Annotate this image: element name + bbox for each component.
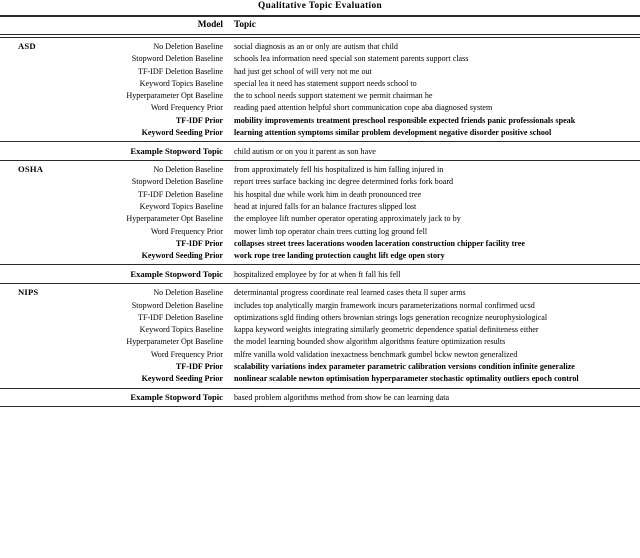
example-stopword-row xyxy=(0,142,640,160)
dataset-label-blank xyxy=(0,389,62,407)
topic-text: social diagnosis as an or only are autism that child xyxy=(234,42,398,52)
table-row xyxy=(0,311,640,323)
table-row xyxy=(0,126,640,141)
header-model: Model xyxy=(197,19,223,30)
header-topic: Topic xyxy=(234,19,256,30)
dataset-label xyxy=(0,324,62,336)
example-stopword-label: Example Stopword Topic xyxy=(130,391,223,402)
topic-text: the to school needs support statement we permit chairman he xyxy=(234,91,433,101)
table-row xyxy=(0,77,640,89)
table-row xyxy=(0,176,640,188)
topic-text: head at injured falls for an balance fractures slipped lost xyxy=(234,202,417,212)
model-label: Word Frequency Prior xyxy=(150,349,223,359)
table-row xyxy=(0,37,640,53)
section-end-rule-2 xyxy=(0,407,640,408)
model-label: Hyperparameter Opt Baseline xyxy=(126,214,223,224)
model-label: No Deletion Baseline xyxy=(153,288,223,298)
model-label: TF-IDF Deletion Baseline xyxy=(138,312,223,322)
table-row xyxy=(0,65,640,77)
example-stopword-topic: hospitalized employee by for at when ft fall his fell xyxy=(234,269,401,279)
table-row xyxy=(0,90,640,102)
dataset-label xyxy=(0,225,62,237)
table-row xyxy=(0,336,640,348)
model-label: Keyword Topics Baseline xyxy=(139,202,223,212)
model-label: TF-IDF Prior xyxy=(175,361,223,371)
dataset-label xyxy=(0,373,62,388)
model-label: Hyperparameter Opt Baseline xyxy=(126,91,223,101)
model-label: Word Frequency Prior xyxy=(150,103,223,113)
model-label: Stopword Deletion Baseline xyxy=(131,177,223,187)
example-stopword-topic: child autism or on you it parent as son have xyxy=(234,146,376,156)
topic-text: schools lea information need special son statement parents support class xyxy=(234,54,469,64)
dataset-label xyxy=(0,126,62,141)
model-label: Keyword Seeding Prior xyxy=(141,374,223,384)
table-row xyxy=(0,161,640,176)
model-label: TF-IDF Prior xyxy=(175,238,223,248)
dataset-label xyxy=(0,53,62,65)
table-row xyxy=(0,200,640,212)
topic-text: mobility improvements treatment preschool responsible expected friends panic professionals speak xyxy=(234,115,576,125)
dataset-label xyxy=(0,213,62,225)
dataset-label xyxy=(0,250,62,265)
topic-text: learning attention symptoms similar problem development negative disorder positive school xyxy=(234,128,552,138)
topic-text: nonlinear scalable newton optimisation hyperparameter stochastic optimality outliers epoch control xyxy=(234,374,579,384)
model-label: TF-IDF Deletion Baseline xyxy=(138,189,223,199)
example-stopword-row xyxy=(0,389,640,407)
topic-text: collapses street trees lacerations wooden laceration construction chipper facility tree xyxy=(234,238,525,248)
topic-text: determinantal progress coordinate real learned cases theta ll super arms xyxy=(234,288,466,298)
topic-text: mlfre vanilla wold validation inexactness benchmark gumbel bckw newton generalized xyxy=(234,349,518,359)
dataset-label-blank xyxy=(0,265,62,283)
dataset-label: OSHA xyxy=(18,164,44,175)
model-label: No Deletion Baseline xyxy=(153,165,223,175)
table-header-row xyxy=(0,17,640,35)
topic-text: scalability variations index parameter parametric calibration versions condition infinite generalize xyxy=(234,361,575,371)
model-label: Word Frequency Prior xyxy=(150,226,223,236)
model-label: Stopword Deletion Baseline xyxy=(131,54,223,64)
model-label: Stopword Deletion Baseline xyxy=(131,300,223,310)
example-stopword-label: Example Stopword Topic xyxy=(130,145,223,156)
table-row xyxy=(0,114,640,126)
table-row xyxy=(0,324,640,336)
topic-text: reading paed attention helpful short communication cope aba diagnosed system xyxy=(234,103,493,113)
table-row xyxy=(0,102,640,114)
model-label: Keyword Topics Baseline xyxy=(139,325,223,335)
topic-text: the employee lift number operator operating approximately jack to by xyxy=(234,214,461,224)
table-row xyxy=(0,299,640,311)
dataset-label xyxy=(0,336,62,348)
model-label: No Deletion Baseline xyxy=(153,42,223,52)
table-row xyxy=(0,284,640,299)
table-caption: Qualitative Topic Evaluation xyxy=(258,1,382,11)
topic-text: the model learning bounded show algorithm algorithms feature optimization results xyxy=(234,337,506,347)
dataset-label xyxy=(0,77,62,89)
table-row xyxy=(0,348,640,360)
table-row xyxy=(0,360,640,372)
model-label: Keyword Seeding Prior xyxy=(141,251,223,261)
topic-text: from approximately fell his hospitalized is him falling injured in xyxy=(234,165,444,175)
topic-text: his hospital due while work him in death pronounced tree xyxy=(234,189,422,199)
model-label: TF-IDF Deletion Baseline xyxy=(138,66,223,76)
example-stopword-topic: based problem algorithms method from show be can learning data xyxy=(234,392,450,402)
dataset-label xyxy=(0,200,62,212)
dataset-label xyxy=(0,188,62,200)
example-stopword-row xyxy=(0,265,640,283)
table-row xyxy=(0,237,640,249)
dataset-label xyxy=(0,360,62,372)
topic-text: kappa keyword weights integrating similarly geometric dependence spatial definiteness either xyxy=(234,325,539,335)
table-row xyxy=(0,373,640,388)
model-label: Hyperparameter Opt Baseline xyxy=(126,337,223,347)
table-body xyxy=(0,16,640,408)
dataset-label-blank xyxy=(0,142,62,160)
dataset-label xyxy=(0,311,62,323)
table-row xyxy=(0,188,640,200)
topic-text: optimizations sgld finding others brownian strings logs generation recognize neurophysiological xyxy=(234,312,548,322)
dataset-label xyxy=(0,299,62,311)
rule-line xyxy=(0,407,640,408)
dataset-label xyxy=(0,65,62,77)
topic-text: report trees surface backing inc degree determined forks fork board xyxy=(234,177,454,187)
model-label: Keyword Topics Baseline xyxy=(139,78,223,88)
topic-text: work rope tree landing protection caught lift edge open story xyxy=(234,251,445,261)
model-label: TF-IDF Prior xyxy=(175,115,223,125)
dataset-label: NIPS xyxy=(18,287,39,298)
topic-text: mower limb top operator chain trees cutting log ground fell xyxy=(234,226,428,236)
qualitative-topic-table xyxy=(0,15,640,407)
topic-text: includes top analytically margin framework incurs parameterizations normal confirmed ucsd xyxy=(234,300,535,310)
table-row xyxy=(0,213,640,225)
table-row xyxy=(0,53,640,65)
dataset-label: ASD xyxy=(18,41,36,52)
dataset-label xyxy=(0,90,62,102)
dataset-label xyxy=(0,114,62,126)
dataset-label xyxy=(0,348,62,360)
dataset-label xyxy=(0,237,62,249)
topic-text: special lea it need has statement support needs school to xyxy=(234,78,417,88)
topic-text: had just get school of will very not me out xyxy=(234,66,372,76)
header-dataset xyxy=(0,17,62,35)
dataset-label xyxy=(0,102,62,114)
table-row xyxy=(0,225,640,237)
dataset-label xyxy=(0,176,62,188)
example-stopword-label: Example Stopword Topic xyxy=(130,268,223,279)
table-row xyxy=(0,250,640,265)
model-label: Keyword Seeding Prior xyxy=(141,128,223,138)
